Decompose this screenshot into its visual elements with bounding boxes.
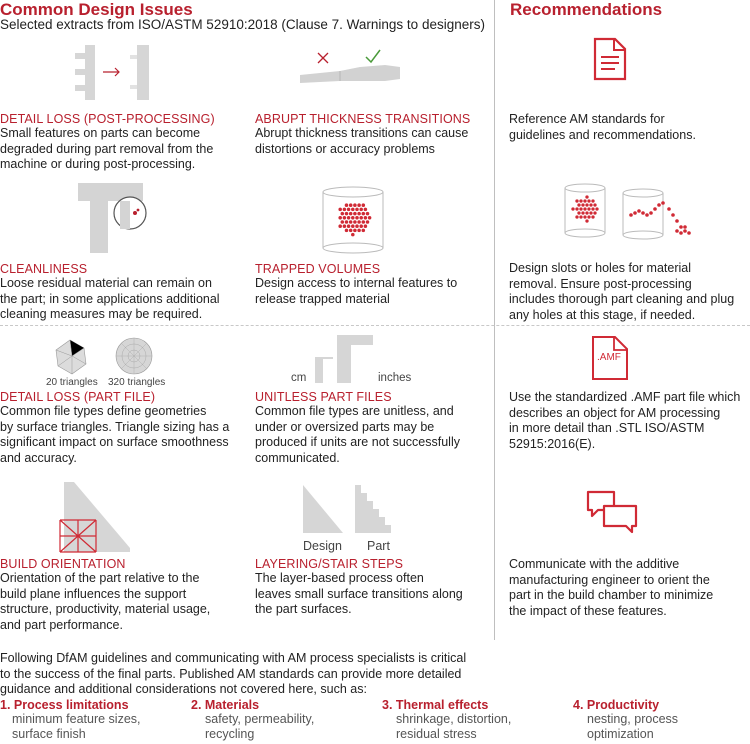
powder-dot (338, 216, 342, 220)
issue-build-orientation (0, 557, 250, 633)
consideration-title: 4. Productivity (573, 698, 660, 712)
issue-caption: BUILD ORIENTATION (0, 557, 126, 571)
powder-dot (581, 203, 584, 206)
page-title: Common Design Issues (0, 0, 193, 19)
powder-dot (345, 212, 349, 216)
powder-dot (351, 208, 355, 212)
powder-dot (355, 216, 359, 220)
issue-desc-line: the part; in some applications additional (0, 291, 220, 306)
rec-line: guidelines and recommendations. (509, 127, 696, 142)
consideration-title: 1. Process limitations (0, 698, 129, 712)
rec-line: any holes at this stage, if needed. (509, 307, 696, 322)
rec-line: Design slots or holes for material (509, 261, 692, 275)
powder-dot (585, 211, 588, 214)
cleanliness-illustration (78, 183, 153, 255)
label-cm: cm (291, 372, 307, 384)
powder-dot (362, 203, 366, 207)
issue-desc-line: produced if units are not successfully (255, 435, 460, 449)
consideration-line: optimization (587, 727, 654, 741)
consideration-line: safety, permeability, (205, 712, 315, 726)
consideration-line: residual stress (396, 727, 477, 741)
powder-dot (579, 199, 582, 202)
issue-desc-line: Design access to internal features to (255, 276, 458, 290)
powder-dot (591, 199, 594, 202)
issue-desc-line: degraded during part removal from the (0, 141, 214, 156)
powder-dot (349, 203, 353, 207)
recommendation-amf (509, 390, 749, 452)
powder-dot (587, 215, 590, 218)
issue-caption: CLEANLINESS (0, 262, 88, 276)
issue-caption: UNITLESS PART FILES (255, 390, 392, 404)
issue-abrupt-thickness (255, 112, 490, 157)
powder-dot (671, 213, 675, 217)
powder-dot (593, 211, 596, 214)
rec-line: 52915:2016(E). (509, 436, 596, 451)
powder-dot (679, 225, 683, 229)
powder-dot (679, 231, 683, 235)
issue-cleanliness (0, 262, 245, 323)
rec-line: includes thorough part cleaning and plug (509, 292, 735, 306)
powder-dot (353, 220, 357, 224)
powder-dot (366, 220, 370, 224)
issue-unitless-files (255, 390, 490, 466)
issue-desc-line: Small features on parts can become (0, 126, 201, 140)
powder-dot (359, 216, 363, 220)
powder-dot (357, 212, 361, 216)
powder-dot (368, 216, 372, 220)
issue-desc-line: and accuracy. (0, 450, 77, 465)
powder-dot (577, 203, 580, 206)
consideration-line: nesting, process (587, 712, 679, 726)
powder-dot (351, 216, 355, 220)
footer-line: to the success of the final parts. Published AM standards can provide more detailed (0, 666, 462, 681)
consideration-productivity (573, 698, 750, 742)
powder-dot (349, 229, 353, 233)
consideration-materials (191, 698, 371, 742)
powder-dot (345, 203, 349, 207)
powder-dot (641, 211, 645, 215)
powder-dot (675, 229, 679, 233)
powder-dot (343, 224, 347, 228)
powder-dot (364, 216, 368, 220)
consideration-line: shrinkage, distortion, (396, 712, 512, 726)
powder-dot (341, 220, 345, 224)
issue-desc-line: Common file types are unitless, and (255, 404, 454, 418)
powder-dot (591, 215, 594, 218)
consideration-line: recycling (205, 727, 255, 741)
powder-dot (589, 203, 592, 206)
issue-desc-line: cleaning measures may be required. (0, 307, 203, 321)
footer-line: guidance and additional considerations not covered here, such as: (0, 682, 367, 696)
powder-dot (579, 215, 582, 218)
row-divider (0, 325, 750, 326)
issue-desc-line: significant impact on surface smoothness (0, 435, 229, 449)
consideration-title: 2. Materials (191, 698, 260, 712)
powder-dot (585, 219, 588, 222)
powder-dot (583, 199, 586, 202)
powder-dot (347, 208, 351, 212)
powder-dot (359, 208, 363, 212)
consideration-title: 3. Thermal effects (382, 698, 489, 712)
footer-paragraph (0, 651, 750, 698)
powder-dot (595, 207, 598, 210)
document-icon (593, 37, 627, 81)
detail-loss-post-illustration (75, 45, 155, 100)
powder-dot (345, 220, 349, 224)
powder-dot (362, 212, 366, 216)
powder-dot (349, 220, 353, 224)
powder-dot (581, 211, 584, 214)
powder-dot (589, 211, 592, 214)
powder-dot (683, 225, 687, 229)
label-inches: inches (378, 372, 412, 384)
powder-dot (343, 216, 347, 220)
trapped-volume-illustration (318, 186, 388, 256)
issue-detail-loss-file (0, 390, 250, 466)
rec-line: manufacturing engineer to orient the (509, 572, 710, 587)
cleaning-slots-illustration (565, 183, 705, 243)
footer-line: Following DfAM guidelines and communicating with AM process specialists is critical (0, 651, 467, 665)
issue-desc-line: distortions or accuracy problems (255, 141, 435, 156)
powder-dot (355, 224, 359, 228)
powder-dot (633, 211, 637, 215)
issue-layering-steps (255, 557, 490, 618)
powder-dot (345, 229, 349, 233)
powder-dot (583, 207, 586, 210)
powder-dot (587, 199, 590, 202)
issue-desc-line: by surface triangles. Triangle sizing has a (0, 419, 230, 434)
powder-dot (645, 213, 649, 217)
recommendations-title: Recommendations (510, 0, 663, 19)
powder-dot (583, 215, 586, 218)
powder-dot (657, 203, 661, 207)
issue-caption: ABRUPT THICKNESS TRANSITIONS (255, 112, 471, 126)
consideration-line: surface finish (12, 727, 86, 741)
recommendation-standards (509, 112, 749, 143)
thickness-transition-illustration (300, 45, 410, 90)
consideration-thermal-effects (382, 698, 562, 742)
powder-dot (683, 229, 687, 233)
powder-dot (357, 229, 361, 233)
powder-dot (351, 224, 355, 228)
stair-steps-illustration (303, 485, 403, 535)
powder-dot (591, 207, 594, 210)
issue-caption: DETAIL LOSS (PART FILE) (0, 390, 156, 404)
powder-dot (575, 199, 578, 202)
issue-desc-line: communicated. (255, 450, 340, 465)
issue-trapped-volumes (255, 262, 490, 307)
label-20-triangles: 20 triangles (46, 377, 98, 388)
issue-detail-loss-post (0, 112, 245, 173)
powder-dot (343, 208, 347, 212)
rec-line: the impact of these features. (509, 603, 667, 618)
recommendation-communicate (509, 557, 749, 619)
issue-desc-line: structure, productivity, material usage, (0, 602, 211, 616)
consideration-process-limitations (0, 698, 180, 742)
issue-desc-line: and part performance. (0, 617, 123, 632)
label-part: Part (367, 539, 390, 553)
issue-desc-line: Abrupt thickness transitions can cause (255, 126, 469, 140)
powder-dot (355, 208, 359, 212)
powder-dot (649, 211, 653, 215)
powder-dot (353, 203, 357, 207)
label-320-triangles: 320 triangles (108, 377, 166, 388)
powder-dot (687, 231, 691, 235)
powder-dot (667, 207, 671, 211)
powder-dot (362, 220, 366, 224)
column-divider (494, 0, 495, 640)
issue-caption: TRAPPED VOLUMES (255, 262, 381, 276)
powder-dot (575, 215, 578, 218)
page-subtitle: Selected extracts from ISO/ASTM 52910:2018 (Clause 7. Warnings to designers) (0, 17, 485, 32)
powder-dot (347, 224, 351, 228)
issue-desc-line: the part surfaces. (255, 602, 352, 616)
issue-desc-line: release trapped material (255, 291, 390, 306)
powder-dot (577, 211, 580, 214)
build-orientation-illustration (60, 482, 132, 554)
unitless-illustration (315, 335, 375, 383)
issue-desc-line: Orientation of the part relative to the (0, 571, 200, 585)
issue-desc-line: Common file types define geometries (0, 404, 207, 418)
powder-dot (575, 207, 578, 210)
rec-line: part in the build chamber to minimize (509, 588, 714, 602)
issue-desc-line: build plane influences the support (0, 586, 187, 601)
powder-dot (353, 229, 357, 233)
powder-dot (353, 212, 357, 216)
powder-dot (629, 213, 633, 217)
issue-caption: DETAIL LOSS (POST-PROCESSING) (0, 112, 215, 126)
powder-dot (359, 224, 363, 228)
issue-desc-line: machine or during post-processing. (0, 157, 196, 171)
consideration-line: minimum feature sizes, (12, 712, 141, 726)
rec-line: in more detail than .STL ISO/ASTM (509, 421, 705, 435)
label-design: Design (303, 539, 342, 553)
powder-dot (585, 203, 588, 206)
issue-desc-line: The layer-based process often (255, 571, 424, 585)
powder-dot (653, 207, 657, 211)
powder-dot (357, 203, 361, 207)
powder-dot (675, 219, 679, 223)
powder-dot (637, 209, 641, 213)
rec-line: describes an object for AM processing (509, 405, 721, 420)
chat-bubbles-icon (586, 490, 640, 534)
issue-desc-line: leaves small surface transitions along (255, 586, 463, 601)
powder-dot (593, 203, 596, 206)
powder-dot (357, 220, 361, 224)
recommendation-slots (509, 261, 749, 323)
powder-dot (585, 195, 588, 198)
powder-dot (364, 208, 368, 212)
powder-dot (347, 216, 351, 220)
issue-desc-line: Loose residual material can remain on (0, 276, 212, 290)
powder-dot (351, 233, 355, 237)
powder-dot (661, 201, 665, 205)
powder-dot (579, 207, 582, 210)
powder-dot (587, 207, 590, 210)
rec-line: Use the standardized .AMF part file which (509, 390, 741, 404)
powder-dot (362, 229, 366, 233)
powder-dot (571, 207, 574, 210)
powder-dot (349, 212, 353, 216)
powder-dot (366, 212, 370, 216)
rec-line: Reference AM standards for (509, 112, 665, 126)
issue-caption: LAYERING/STAIR STEPS (255, 557, 404, 571)
rec-line: Communicate with the additive (509, 557, 680, 571)
powder-dot (338, 208, 342, 212)
issue-desc-line: under or oversized parts may be (255, 419, 435, 434)
powder-dot (341, 212, 345, 216)
rec-line: removal. Ensure post-processing (509, 276, 692, 291)
powder-dot (364, 224, 368, 228)
amf-label: .AMF (597, 352, 621, 363)
powder-dot (338, 224, 342, 228)
